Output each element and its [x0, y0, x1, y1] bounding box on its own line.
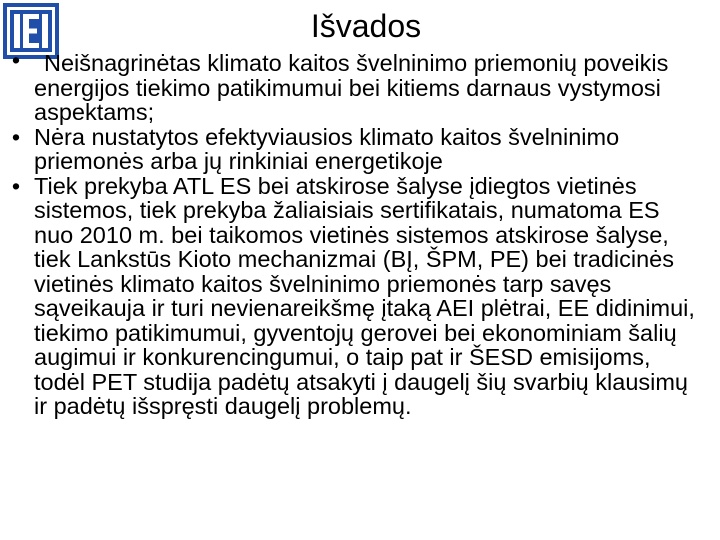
bullet-text: Tiek prekyba ATL ES bei atskirose šalyse įdiegtos vietinės sistemos, tiek prekyba žaliaisiais sertifikatais, numatoma ES nuo 2010 m. bei taikomos vietinės sistemos atskirose šalyse, tiek Lankstūs Kioto mechanizmai (BĮ, ŠPM, PE) bei tradicinės vietinės klimato kaitos švelninimo priemonės tarp savęs sąveikauja ir turi nevienareikšmę įtaką AEI plėtrai, EE didinimui, tiekimo patikimumui, gyventojų gerovei bei ekonominiam šalių augimui ir konkurencingumui, o taip pat ir ŠESD emisijoms, todėl PET studija padėtų atsakyti į daugelį šių svarbių klausimų ir padėtų išspręsti daugelį problemų.: [34, 172, 695, 419]
bullet-marker: •: [11, 172, 21, 199]
bullet-list: [0, 47, 720, 419]
slide-title-text: Išvados: [310, 8, 422, 44]
bullet-text: Nėra nustatytos efektyviausios klimato kaitos švelninimo priemonės arba jų rinkiniai energetikoje: [34, 123, 620, 174]
bullet-item-3: [0, 174, 720, 419]
bullet-marker: •: [11, 47, 21, 73]
bullet-item-1: [0, 47, 720, 125]
bullet-item-2: [0, 125, 720, 174]
bullet-text: Neišnagrinėtas klimato kaitos švelninimo priemonių poveikis energijos tiekimo patikimumui bei kitiems darnaus vystymosi aspektams;: [34, 50, 669, 125]
bullet-marker: •: [11, 123, 21, 150]
slide-title: [0, 6, 720, 46]
